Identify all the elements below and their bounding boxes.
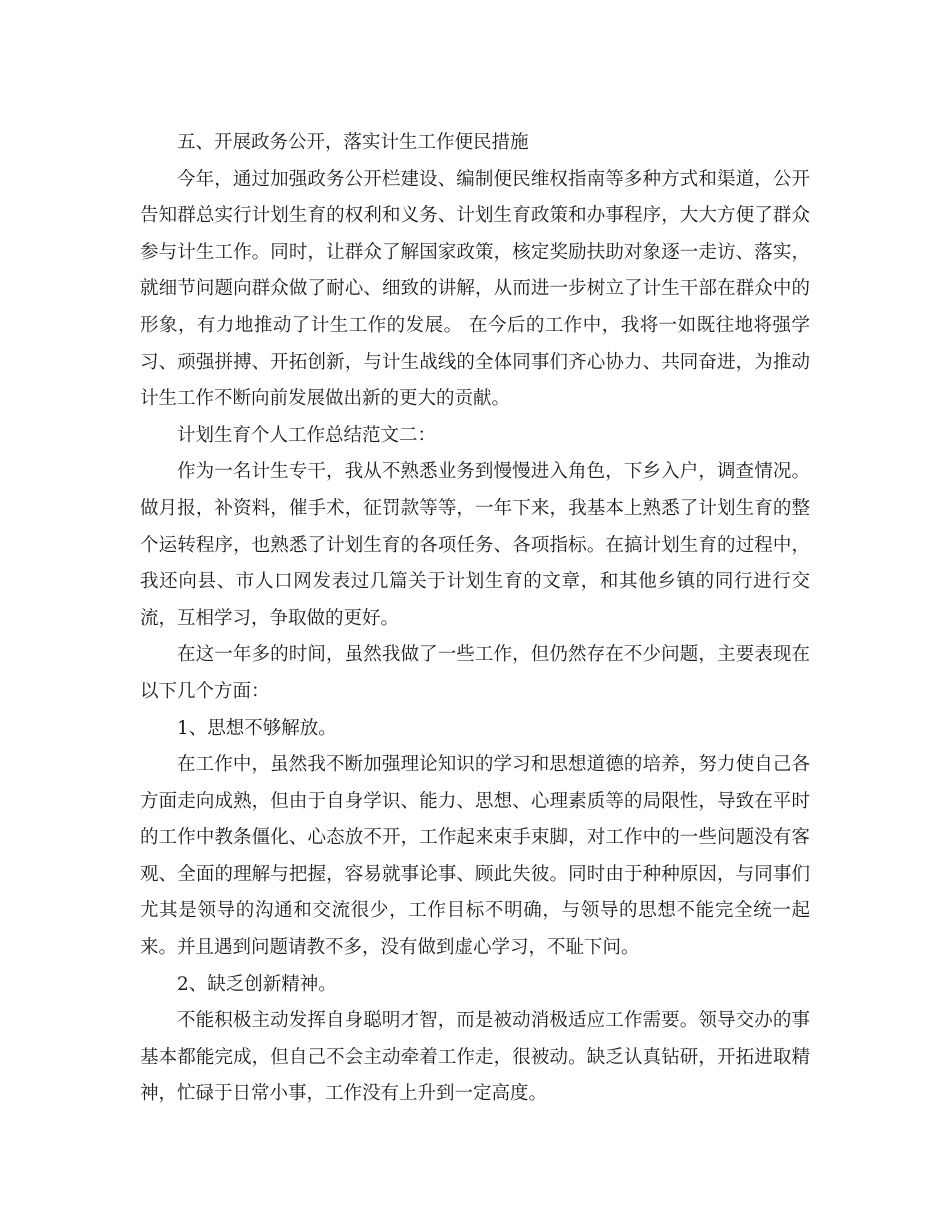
body-paragraph: 在工作中，虽然我不断加强理论知识的学习和思想道德的培养，努力使自己各方面走向成熟，但由于自身学识、能力、思想、心理素质等的局限性，导致在平时的工作中教条僵化、心态放不开，工作起来束手束脚，对工作中的一些问题没有客观、全面的理解与把握，容易就事论事、顾此失彼。同时由于种种原因，与同事们尤其是领导的沟通和交流很少，工作目标不明确，与领导的思想不能完全统一起来。并且遇到问题请教不多，没有做到虚心学习，不耻下问。 [140, 754, 810, 959]
sample-title-2: 计划生育个人工作总结范文二： [177, 424, 437, 446]
list-heading-2: 2、缺乏创新精神。 [177, 973, 337, 995]
list-heading-1: 1、思想不够解放。 [177, 717, 337, 739]
body-paragraph: 今年，通过加强政务公开栏建设、编制便民维权指南等多种方式和渠道，公开告知群总实行计划生育的权利和义务、计划生育政策和办事程序，大大方便了群众参与计生工作。同时，让群众了解国家政策，核定奖励扶助对象逐一走访、落实，就细节问题向群众做了耐心、细致的讲解，从而进一步树立了计生干部在群众中的形象，有力地推动了计生工作的发展。 在今后的工作中，我将一如既往地将强学习、顽强拼搏、开拓创新，与计生战线的全体同事们齐心协力、共同奋进，为推动计生工作不断向前发展做出新的更大的贡献。 [140, 168, 810, 410]
document-body [140, 125, 810, 1113]
body-paragraph: 在这一年多的时间，虽然我做了一些工作，但仍然存在不少问题，主要表现在以下几个方面： [140, 644, 810, 702]
body-paragraph: 不能积极主动发挥自身聪明才智，而是被动消极适应工作需要。领导交办的事基本都能完成，但自己不会主动牵着工作走，很被动。缺乏认真钻研，开拓进取精神，忙碌于日常小事，工作没有上升到一定高度。 [140, 1010, 810, 1105]
body-paragraph: 作为一名计生专干，我从不熟悉业务到慢慢进入角色，下乡入户，调查情况。做月报，补资料，催手术，征罚款等等，一年下来，我基本上熟悉了计划生育的整个运转程序，也熟悉了计划生育的各项任务、各项指标。在搞计划生育的过程中，我还向县、市人口网发表过几篇关于计划生育的文章，和其他乡镇的同行进行交流，互相学习，争取做的更好。 [140, 461, 810, 629]
section-heading-5: 五、开展政务公开，落实计生工作便民措施 [177, 132, 529, 153]
